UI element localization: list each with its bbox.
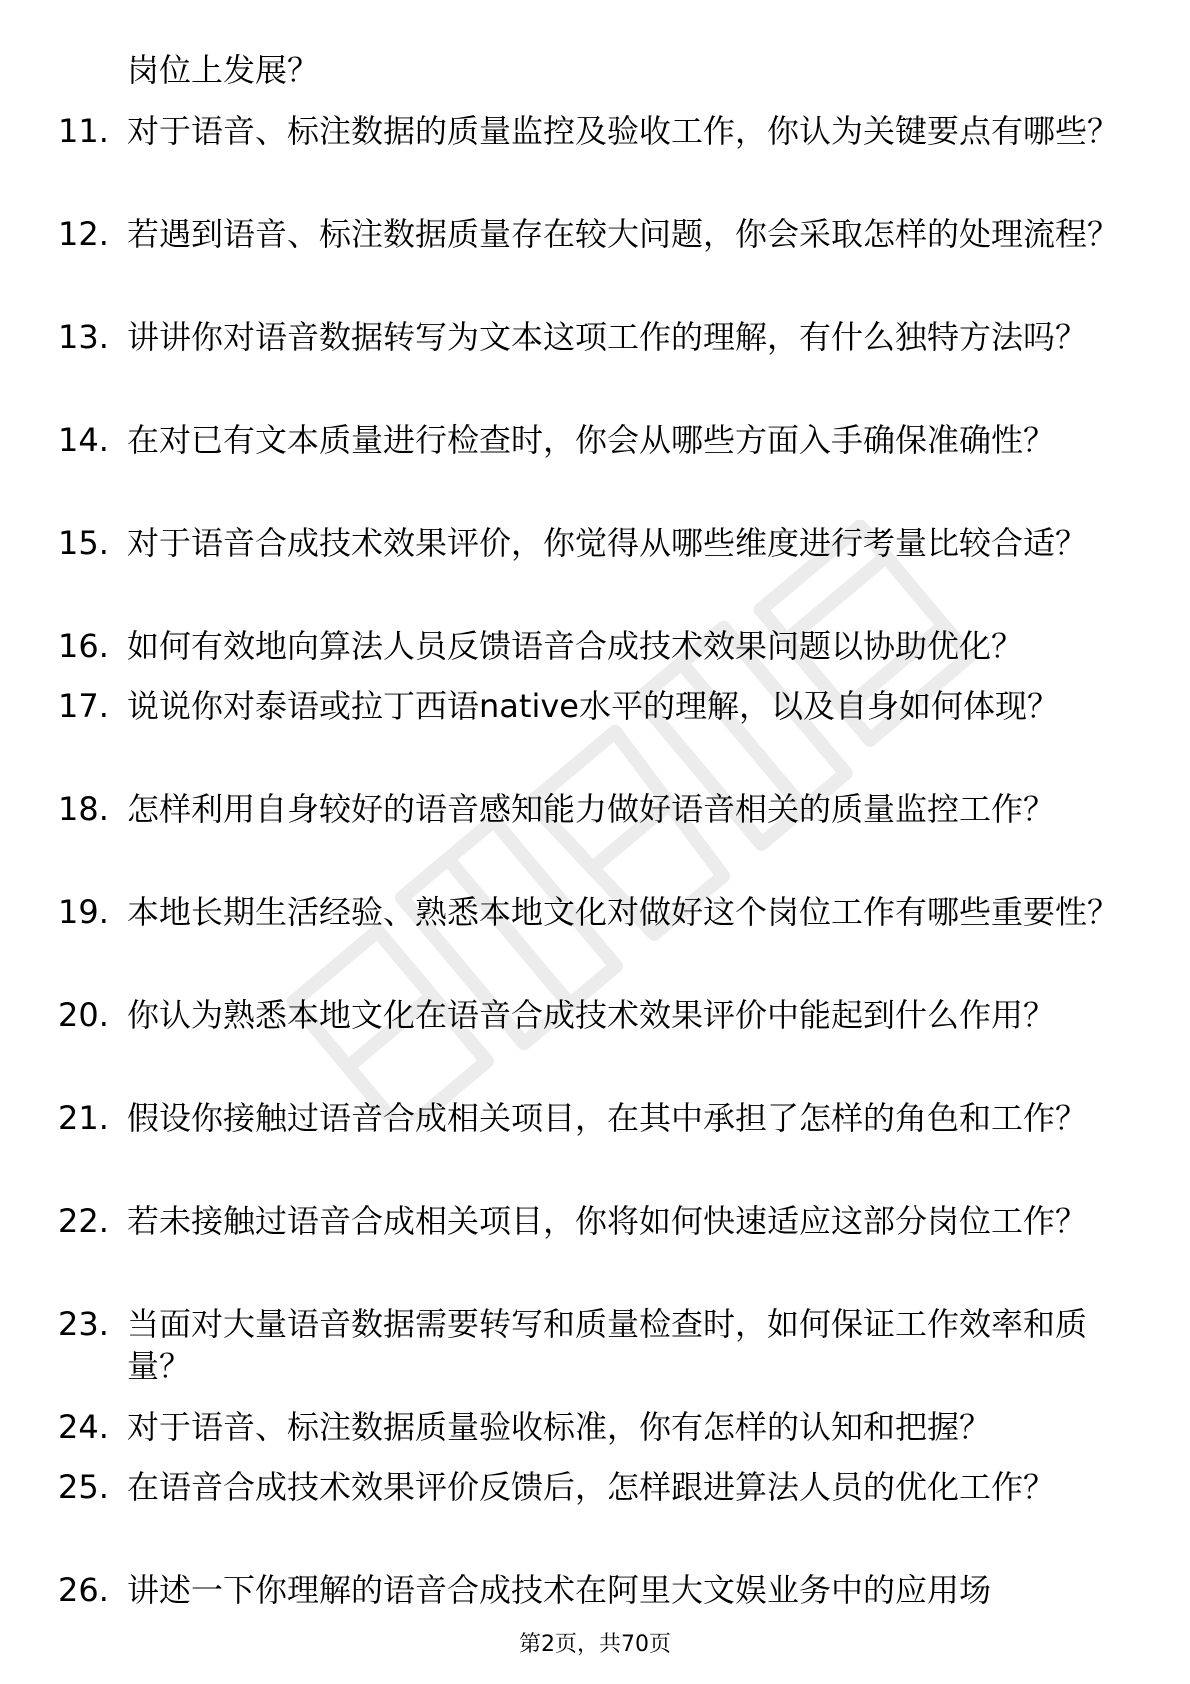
question-text: 讲述一下你理解的语音合成技术在阿里大文娱业务中的应用场 [127, 1571, 992, 1609]
question-number: 11. [58, 112, 109, 150]
list-item [0, 788, 1190, 891]
question-number: 12. [58, 215, 109, 253]
list-item [0, 994, 1190, 1097]
question-text: 如何有效地向算法人员反馈语音合成技术效果问题以协助优化？ [127, 627, 1024, 665]
list-item [0, 1200, 1190, 1303]
question-number: 15. [58, 524, 109, 562]
question-number: 16. [58, 627, 109, 665]
question-text: 本地长期生活经验、熟悉本地文化对做好这个岗位工作有哪些重要性？ [127, 893, 1120, 931]
list-item [0, 1303, 1190, 1406]
question-text: 说说你对泰语或拉丁西语native水平的理解，以及自身如何体现？ [127, 687, 1059, 725]
question-number: 17. [58, 687, 109, 725]
question-number: 26. [58, 1571, 109, 1609]
list-item [0, 1569, 1190, 1629]
list-item [0, 1097, 1190, 1200]
question-number: 18. [58, 790, 109, 828]
list-item [0, 419, 1190, 522]
list-item [0, 685, 1190, 788]
question-text: 在对已有文本质量进行检查时，你会从哪些方面入手确保准确性？ [127, 421, 1056, 459]
continuation-text: 岗位上发展？ [127, 51, 320, 89]
question-text: 若未接触过语音合成相关项目，你将如何快速适应这部分岗位工作？ [127, 1202, 1088, 1240]
question-number: 19. [58, 893, 109, 931]
list-item [0, 625, 1190, 685]
question-number: 14. [58, 421, 109, 459]
question-text: 当面对大量语音数据需要转写和质量检查时，如何保证工作效率和质量？ [127, 1305, 1088, 1385]
question-list [0, 110, 1190, 1629]
list-item [0, 1406, 1190, 1466]
list-item [0, 110, 1190, 213]
question-text: 假设你接触过语音合成相关项目，在其中承担了怎样的角色和工作？ [127, 1099, 1088, 1137]
question-text: 你认为熟悉本地文化在语音合成技术效果评价中能起到什么作用？ [127, 996, 1056, 1034]
list-item [0, 891, 1190, 994]
page-number-footer: 第2页，共70页 [519, 1632, 671, 1657]
question-number: 22. [58, 1202, 109, 1240]
question-number: 20. [58, 996, 109, 1034]
question-number: 13. [58, 318, 109, 356]
question-text: 若遇到语音、标注数据质量存在较大问题，你会采取怎样的处理流程？ [127, 215, 1120, 253]
question-number: 24. [58, 1408, 109, 1446]
question-text: 怎样利用自身较好的语音感知能力做好语音相关的质量监控工作？ [127, 790, 1056, 828]
list-item [0, 316, 1190, 419]
question-text: 在语音合成技术效果评价反馈后，怎样跟进算法人员的优化工作？ [127, 1468, 1056, 1506]
list-item [0, 522, 1190, 625]
question-number: 23. [58, 1305, 109, 1343]
question-number: 25. [58, 1468, 109, 1506]
question-text: 对于语音、标注数据质量验收标准，你有怎样的认知和把握？ [127, 1408, 992, 1446]
question-number: 21. [58, 1099, 109, 1137]
question-text: 讲讲你对语音数据转写为文本这项工作的理解，有什么独特方法吗？ [127, 318, 1088, 356]
question-text: 对于语音、标注数据的质量监控及验收工作，你认为关键要点有哪些？ [127, 112, 1120, 150]
list-item [0, 1466, 1190, 1569]
question-text: 对于语音合成技术效果评价，你觉得从哪些维度进行考量比较合适？ [127, 524, 1088, 562]
list-item [0, 213, 1190, 316]
